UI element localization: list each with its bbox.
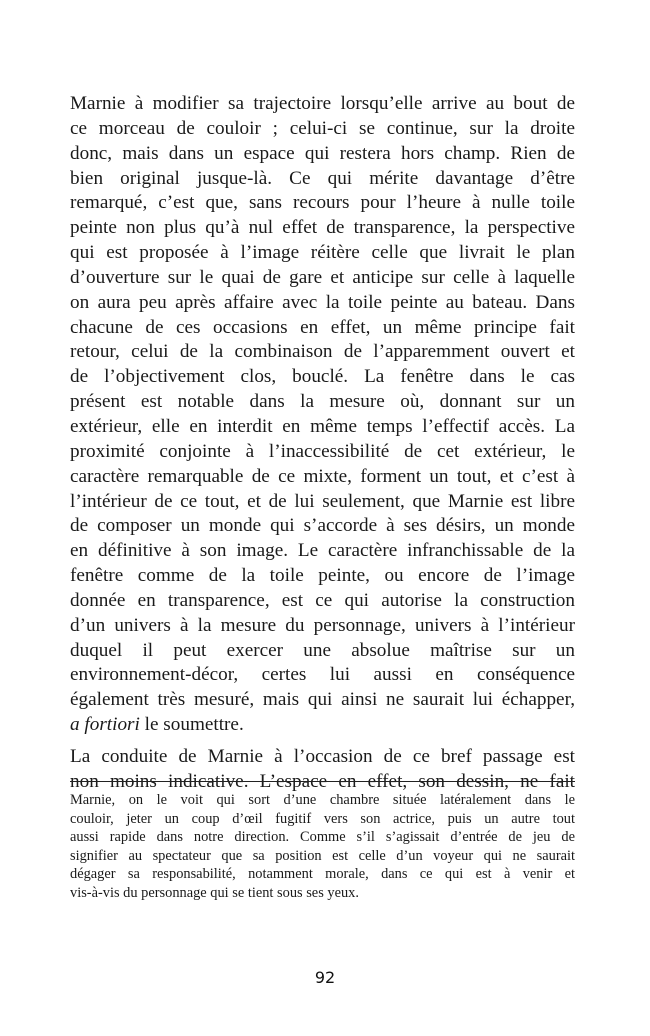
text-line: qui est proposée à l’image réitère celle que livrait le plan — [70, 242, 575, 264]
text-line: chacune de ces occasions en effet, un même principe fait — [70, 316, 575, 338]
text-line: non moins indicative. L’espace en effet, son dessin, ne fait — [70, 770, 575, 792]
text-line: de l’objectivement clos, bouclé. La fenêtre dans le cas — [70, 366, 575, 388]
text-line: remarqué, c’est que, sans recours pour l’heure à nulle toile — [70, 192, 575, 214]
text-line: proximité conjointe à l’inaccessibilité de cet extérieur, le — [70, 440, 575, 462]
paragraph-1 — [70, 92, 575, 738]
footnote-line: couloir, jeter un coup d’œil fugitif vers son actrice, puis un autre tout — [70, 810, 575, 827]
text-line: présent est notable dans la mesure où, donnant sur un — [70, 391, 575, 413]
text-line: donc, mais dans un espace qui restera hors champ. Rien de — [70, 142, 575, 164]
text-line: Marnie à modifier sa trajectoire lorsqu’elle arrive au bout de — [70, 93, 575, 114]
text-line: donnée en transparence, est ce qui autorise la construction — [70, 589, 575, 611]
text-line-last — [70, 713, 575, 738]
text-line: environnement-décor, certes lui aussi en conséquence — [70, 664, 575, 686]
text-line: en définitive à son image. Le caractère infranchissable de la — [70, 540, 575, 562]
footnote-line-last: vis-à-vis du personnage qui se tient sous ses yeux. — [70, 884, 359, 901]
text-line: on aura peu après affaire avec la toile peinte au bateau. Dans — [70, 291, 575, 313]
text-line: d’ouverture sur le quai de gare et anticipe sur celle à laquelle — [70, 266, 575, 288]
footnote-line: Marnie, on le voit qui sort d’une chambre située latéralement dans le — [70, 792, 575, 808]
text-line: fenêtre comme de la toile peinte, ou encore de l’image — [70, 565, 575, 587]
text-line: d’un univers à la mesure du personnage, univers à l’intérieur — [70, 614, 575, 636]
text-line: bien original jusque-là. Ce qui mérite davantage d’être — [70, 167, 575, 189]
text-line: de composer un monde qui s’accorde à ses désirs, un monde — [70, 515, 575, 537]
text-line: caractère remarquable de ce mixte, forment un tout, et c’est à — [70, 465, 575, 487]
page-number: 92 — [314, 968, 336, 987]
footnote-line: dégager sa responsabilité, notamment morale, dans ce qui est à venir et — [70, 866, 575, 883]
text-line: duquel il peut exercer une absolue maîtrise sur un — [70, 639, 575, 661]
italic-phrase: a fortiori — [70, 714, 140, 736]
text-line: également très mesuré, mais qui ainsi ne saurait lui échapper, — [70, 689, 575, 711]
footnote-divider — [70, 781, 575, 782]
text-line: l’intérieur de ce tout, et de lui seulement, que Marnie est libre — [70, 490, 575, 512]
footnote — [70, 791, 575, 903]
text-line: ce morceau de couloir ; celui-ci se continue, sur la droite — [70, 117, 575, 139]
footnote-line: aussi rapide dans notre direction. Comme s’il s’agissait d’entrée de jeu de — [70, 829, 575, 846]
page-body — [70, 92, 575, 795]
footnote-line: signifier au spectateur que sa position est celle d’un voyeur qui ne saurait — [70, 847, 575, 864]
paragraph-2 — [70, 745, 575, 795]
text-line: retour, celui de la combinaison de l’apparemment ouvert et — [70, 341, 575, 363]
text-line: peinte non plus qu’à nul effet de transparence, la perspective — [70, 217, 575, 239]
text-fragment: le soumettre. — [139, 714, 244, 736]
text-line: La conduite de Marnie à l’occasion de ce bref passage est — [70, 745, 575, 767]
text-line: extérieur, elle en interdit en même temps l’effectif accès. La — [70, 415, 575, 437]
